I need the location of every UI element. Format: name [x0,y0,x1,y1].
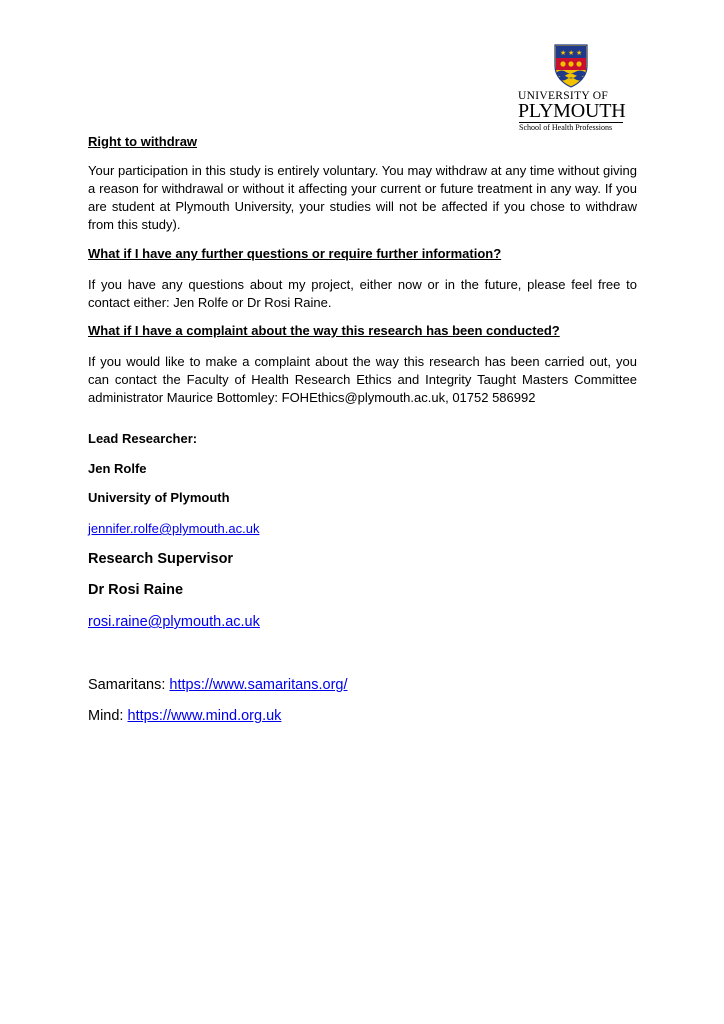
logo-university-of: UNIVERSITY OF [518,90,609,102]
lead-researcher-label: Lead Researcher: [88,431,198,446]
university-logo [516,42,628,132]
svg-text:★: ★ [568,49,575,57]
withdraw-paragraph: Your participation in this study is entirely voluntary. You may withdraw at any time without giving a reason for withdrawal or without it affecting your current or future treatment in any way. If you are student at Plymouth University, your studies will not be affected if you chose to withdraw from this study). [88,163,637,232]
mind-row [88,706,637,726]
lead-researcher-email-link[interactable]: jennifer.rolfe@plymouth.ac.uk [88,521,260,536]
samaritans-row [88,675,637,695]
complaint-heading: What if I have a complaint about the way this research has been conducted? [88,323,560,338]
lead-researcher-email-row [88,520,637,538]
samaritans-link[interactable]: https://www.samaritans.org/ [169,677,348,693]
supervisor-name: Dr Rosi Raine [88,582,184,598]
svg-text:★: ★ [560,49,567,57]
supervisor-label: Research Supervisor [88,551,234,567]
questions-paragraph: If you have any questions about my project, either now or in the future, please feel free to contact either: Jen Rolfe or Dr Rosi Raine. [88,277,637,310]
mind-label: Mind: [88,708,128,724]
questions-heading: What if I have any further questions or require further information? [88,246,502,261]
supervisor-email-row [88,612,637,632]
logo-plymouth: PLYMOUTH [518,100,626,122]
logo-school-name: School of Health Professions [519,123,613,132]
complaint-paragraph: If you would like to make a complaint about the way this research has been carried out, you can contact the Faculty of Health Research Ethics and Integrity Taught Masters Committee administrator Maurice Bottomley: FOHEthics@plymouth.ac.uk, 01752 586992 [88,354,637,405]
mind-link[interactable]: https://www.mind.org.uk [127,708,282,724]
supervisor-email-link[interactable]: rosi.raine@plymouth.ac.uk [88,614,260,630]
lead-researcher-institution: University of Plymouth [88,490,230,505]
university-crest-icon [554,44,588,88]
svg-text:★: ★ [576,49,583,57]
samaritans-label: Samaritans: [88,677,170,693]
lead-researcher-name: Jen Rolfe [88,461,147,476]
withdraw-heading: Right to withdraw [88,134,198,149]
